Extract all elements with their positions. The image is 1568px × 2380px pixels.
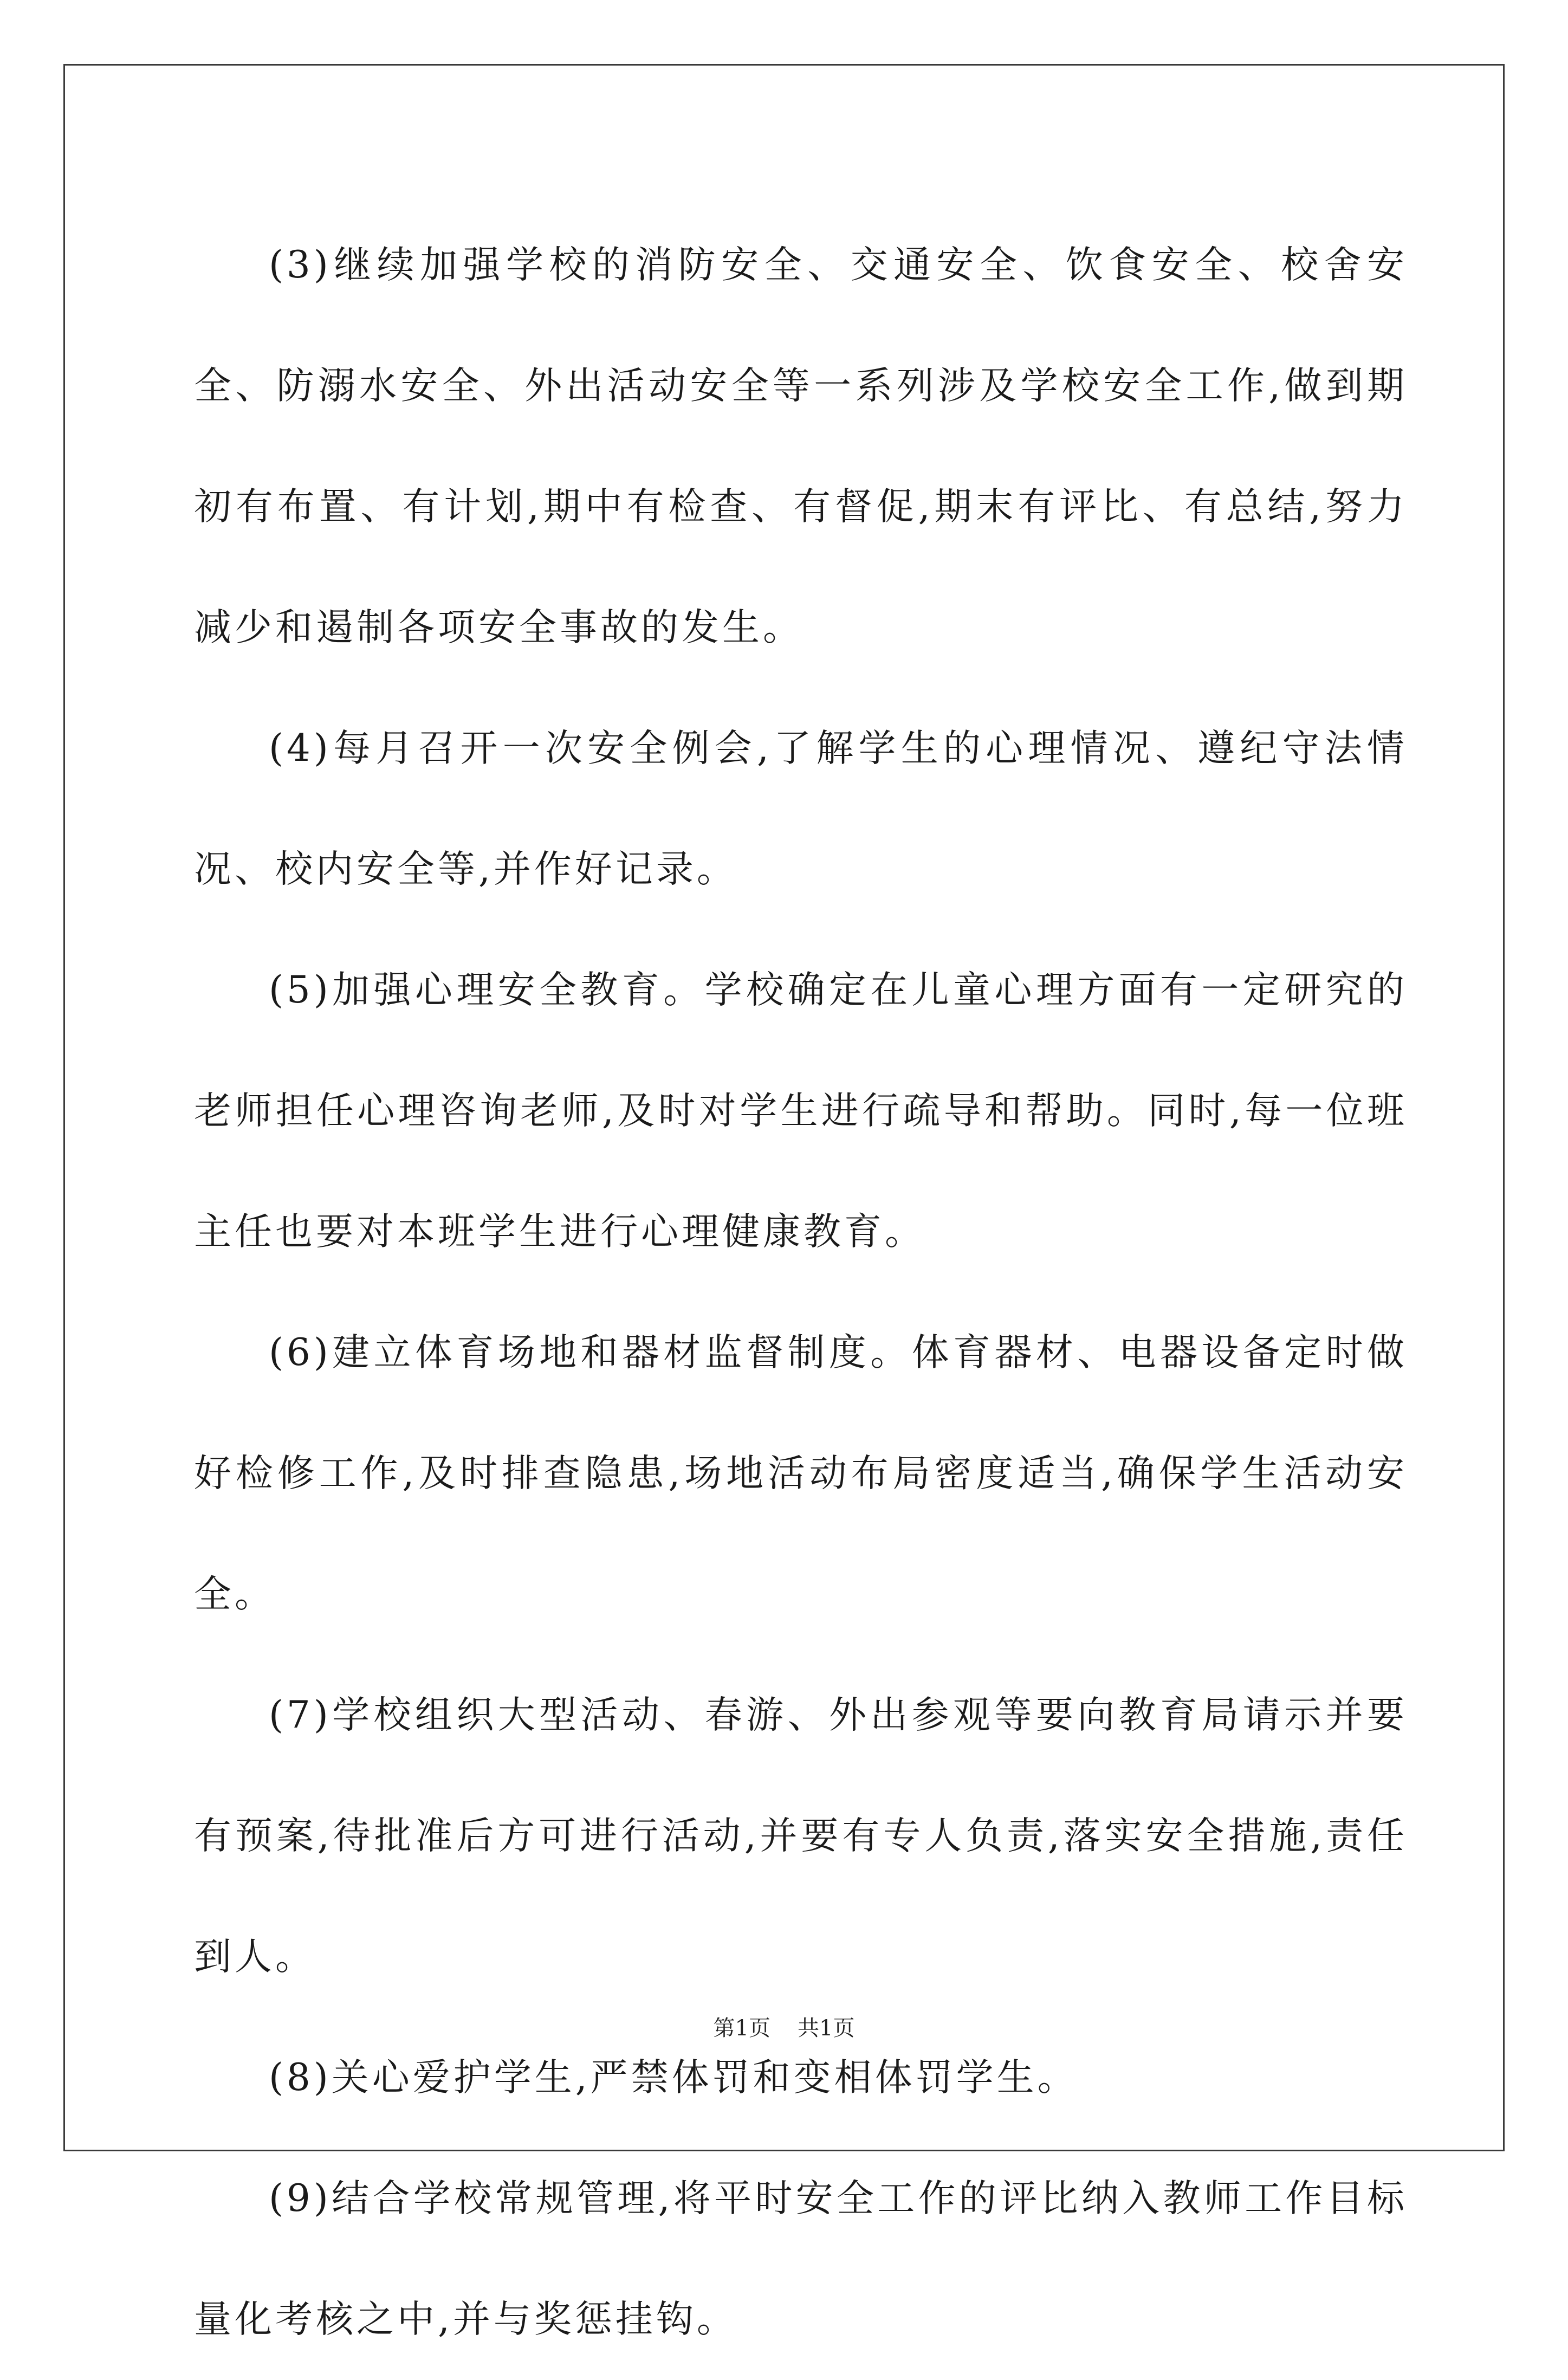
paragraph-6: (6)建立体育场地和器材监督制度。体育器材、电器设备定时做好检修工作,及时排查隐患,场地活动布局密度适当,确保学生活动安全。: [194, 1331, 1408, 1616]
page-number: 第1页: [713, 2016, 770, 2041]
page-footer: [0, 2015, 1568, 2042]
page-total: 共1页: [798, 2016, 855, 2041]
paragraph-3: (3)继续加强学校的消防安全、交通安全、饮食安全、校舍安全、防溺水安全、外出活动安全等一系列涉及学校安全工作,做到期初有布置、有计划,期中有检查、有督促,期末有评比、有总结,努力减少和遏制各项安全事故的发生。: [194, 243, 1408, 649]
document-body: [194, 205, 1408, 2380]
paragraph-4: (4)每月召开一次安全例会,了解学生的心理情况、遵纪守法情况、校内安全等,并作好记录。: [194, 727, 1408, 891]
paragraph-7: (7)学校组织大型活动、春游、外出参观等要向教育局请示并要有预案,待批准后方可进行活动,并要有专人负责,落实安全措施,责任到人。: [194, 1693, 1408, 1978]
paragraph-8: (8)关心爱护学生,严禁体罚和变相体罚学生。: [269, 2056, 1078, 2099]
paragraph-5: (5)加强心理安全教育。学校确定在儿童心理方面有一定研究的老师担任心理咨询老师,及时对学生进行疏导和帮助。同时,每一位班主任也要对本班学生进行心理健康教育。: [194, 968, 1408, 1253]
paragraph-9: (9)结合学校常规管理,将平时安全工作的评比纳入教师工作目标量化考核之中,并与奖惩挂钩。: [194, 2177, 1408, 2341]
